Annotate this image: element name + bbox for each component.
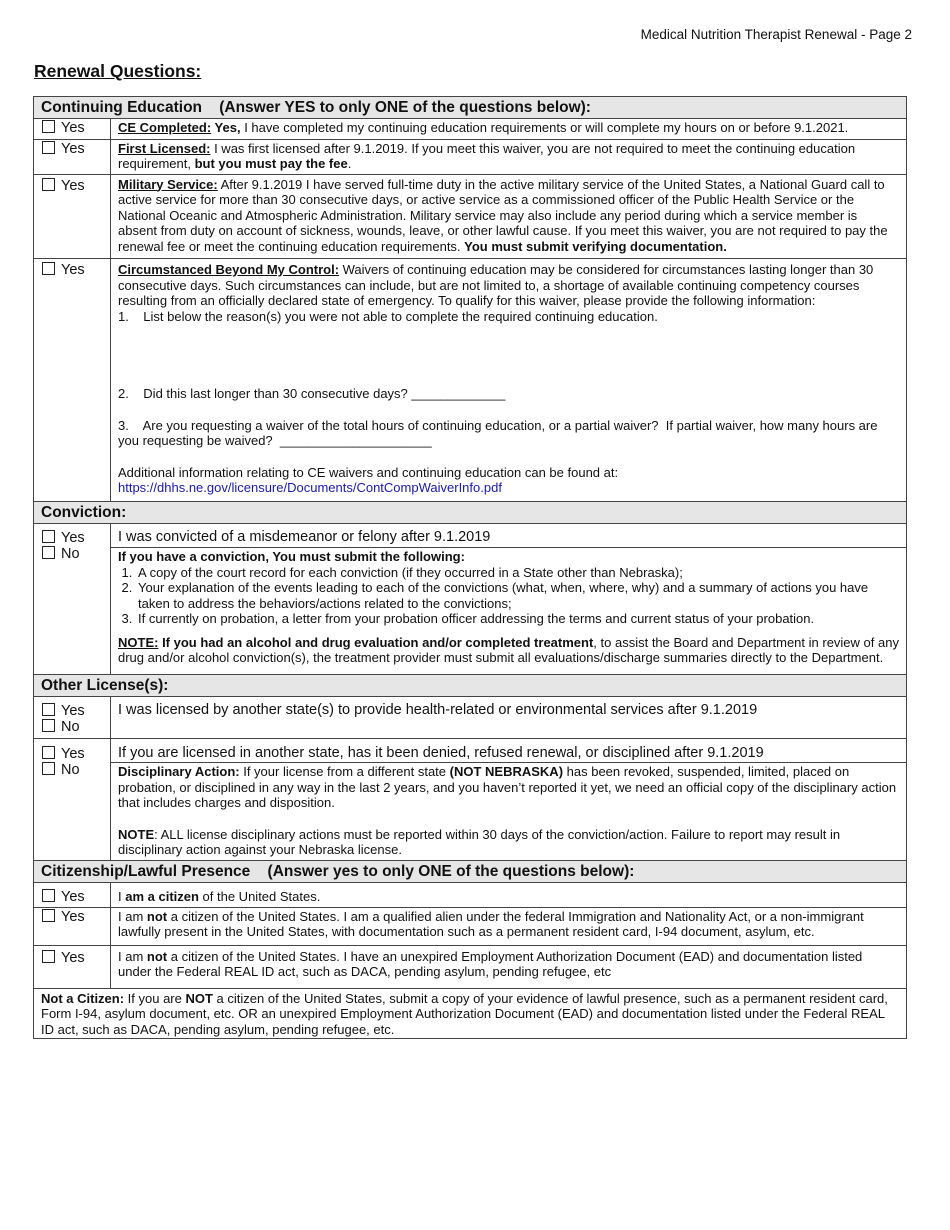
question-row xyxy=(34,738,907,763)
conviction-instructions xyxy=(111,548,907,675)
checkbox-label: Yes xyxy=(61,745,85,762)
section-heading: Other License(s): xyxy=(34,674,907,696)
question-row xyxy=(34,119,907,140)
disciplined-no-checkbox[interactable] xyxy=(42,762,55,775)
circumstance-question-2: 2. Did this last longer than 30 consecutive days? _____________ xyxy=(118,386,506,401)
page-header: Medical Nutrition Therapist Renewal - Page 2 xyxy=(640,27,912,42)
question-row xyxy=(34,696,907,738)
conviction-yes-checkbox[interactable] xyxy=(42,530,55,543)
first-licensed-yes-checkbox[interactable] xyxy=(42,141,55,154)
question-row xyxy=(34,139,907,174)
qualified-alien-yes-checkbox[interactable] xyxy=(42,909,55,922)
disciplined-yes-checkbox[interactable] xyxy=(42,746,55,759)
section-heading: Continuing Education (Answer YES to only ONE of the questions below): xyxy=(34,97,907,119)
question-row xyxy=(34,945,907,988)
ce-info-text: Additional information relating to CE waivers and continuing education can be found at: xyxy=(118,464,619,480)
question-row xyxy=(34,763,907,861)
question-row xyxy=(34,907,907,945)
checkbox-label: No xyxy=(61,719,80,735)
qualified-alien-question: I am not a citizen of the United States. I am a qualified alien under the federal Immigration and Nationality Act, or a non-immigrant lawfully present in the United States, with documentation such as a permanent resident card, I-94 document, asylum, etc. xyxy=(111,907,907,945)
question-row xyxy=(34,882,907,907)
military-service-yes-checkbox[interactable] xyxy=(42,178,55,191)
must-submit-heading: If you have a conviction, You must submit the following: xyxy=(118,549,465,564)
checkbox-label: No xyxy=(61,762,80,778)
other-state-question: I was licensed by another state(s) to provide health-related or environmental services after 9.1.2019 xyxy=(111,696,907,738)
disciplined-question: If you are licensed in another state, has it been denied, refused renewal, or disciplined after 9.1.2019 xyxy=(111,738,907,763)
question-row xyxy=(34,523,907,548)
checkbox-label: Yes xyxy=(61,702,85,719)
page-title: Renewal Questions: xyxy=(34,61,202,81)
citizen-yes-checkbox[interactable] xyxy=(42,889,55,902)
circumstance-question-3: 3. Are you requesting a waiver of the total hours of continuing education, or a partial waiver? If partial waiver, how many hours are you requesting be waived? _____________________ xyxy=(118,417,882,448)
not-a-citizen-text: Not a Citizen: If you are NOT a citizen of the United States, submit a copy of your evidence of lawful presence, such as a permanent resident card, Form I-94, asylum document, etc. OR an unexpired Employment Authorization Document (EAD) and documentation listed under the Federal REAL ID act, such as DACA, pending asylum, pending refugee, etc. xyxy=(34,988,907,1039)
section-heading: Conviction: xyxy=(34,501,907,523)
circumstance-text: Circumstanced Beyond My Control: Waivers of continuing education may be considered for circumstances lasting longer than 30 consecutive days. Such circumstances can include, but are not limited to, a shortage of available continuing competency courses resulting from an officially declared state of emergency. To qualify for this waiver, please provide the following information: 1. List below the reason(s) you were not able to complete the required continuing education. 2. Did this last longer than 30 consecutive days? _____________ 3. Are you requesting a waiver of the total hours of continuing education, or a partial waiver? If partial waiver, how many hours are you requesting be waived? _____________________ Additional information relating to CE waivers and continuing education can be found at: https://dhhs.ne.gov/licensure/Documents/ContCompWaiverInfo.pdf xyxy=(111,259,907,502)
ce-waiver-link[interactable]: https://dhhs.ne.gov/licensure/Documents/ContCompWaiverInfo.pdf xyxy=(118,480,502,495)
checkbox-label: Yes xyxy=(61,140,85,157)
ead-yes-checkbox[interactable] xyxy=(42,950,55,963)
checkbox-label: Yes xyxy=(61,529,85,546)
conviction-note: NOTE: If you had an alcohol and drug evaluation and/or completed treatment, to assist the Board and Department in review of any drug and/or alcohol conviction(s), the treatment provider must submit all evaluations/discharge summaries directly to the Department. xyxy=(118,634,899,665)
checkbox-label: Yes xyxy=(61,949,85,966)
section-heading: Citizenship/Lawful Presence (Answer yes to only ONE of the questions below): xyxy=(34,860,907,882)
question-row xyxy=(34,259,907,502)
conviction-question: I was convicted of a misdemeanor or felony after 9.1.2019 xyxy=(111,523,907,548)
circumstance-yes-checkbox[interactable] xyxy=(42,262,55,275)
first-licensed-text: First Licensed: I was first licensed after 9.1.2019. If you meet this waiver, you are not required to meet the continuing education requirement, but you must pay the fee. xyxy=(111,139,907,174)
checkbox-label: Yes xyxy=(61,177,85,194)
ead-question: I am not a citizen of the United States. I have an unexpired Employment Authorization Document (EAD) and documentation listed under the Federal REAL ID act, such as DACA, pending asylum, pending refugee, etc xyxy=(111,945,907,988)
military-service-text: Military Service: After 9.1.2019 I have served full-time duty in the active military service of the United States, a National Guard call to active service for more than 30 consecutive days, or active service as a commissioned officer of the Public Health Service or the National Oceanic and Atmospheric Administration. Military service may also include any period during which a service member is absent from duty on account of sickness, wounds, leave, or other lawful cause. If you meet this waiver, you are not required to pay the renewal fee or meet the continuing education requirements. You must submit verifying documentation. xyxy=(111,174,907,259)
ce-completed-text: CE Completed: Yes, I have completed my continuing education requirements or will complete my hours on or before 9.1.2021. xyxy=(111,119,907,140)
conviction-requirements-list xyxy=(118,565,899,627)
citizen-question: I am a citizen of the United States. xyxy=(111,882,907,907)
list-item: 1. A copy of the court record for each conviction (if they occurred in a State other than Nebraska); xyxy=(136,565,899,581)
conviction-no-checkbox[interactable] xyxy=(42,546,55,559)
disciplinary-action-text: Disciplinary Action: If your license from a different state (NOT NEBRASKA) has been revoked, suspended, limited, placed on probation, or disciplined in any way in the last 2 years, and you haven’t reported it yet, we need an official copy of the disciplinary action that includes charges and disposition. NOTE: ALL license disciplinary actions must be reported within 30 days of the conviction/action. Failure to report may result in disciplinary action against your Nebraska license. xyxy=(111,763,907,861)
section-other-licenses xyxy=(34,674,907,696)
other-state-yes-checkbox[interactable] xyxy=(42,703,55,716)
section-citizenship xyxy=(34,860,907,882)
section-conviction xyxy=(34,501,907,523)
checkbox-label: No xyxy=(61,546,80,562)
ce-completed-yes-checkbox[interactable] xyxy=(42,120,55,133)
question-row xyxy=(34,174,907,259)
section-continuing-education xyxy=(34,97,907,119)
renewal-questions-table xyxy=(33,96,907,1039)
reason-answer-space[interactable] xyxy=(118,324,899,386)
other-state-no-checkbox[interactable] xyxy=(42,719,55,732)
checkbox-label: Yes xyxy=(61,262,85,278)
disciplinary-note: NOTE: ALL license disciplinary actions must be reported within 30 days of the conviction/action. Failure to report may result in disciplinary action against your Nebraska license. xyxy=(118,826,841,857)
list-item: 2. Your explanation of the events leading to each of the convictions (what, when, where, why) and a summary of actions you have taken to address the behaviors/actions related to the convictions; xyxy=(136,580,899,611)
checkbox-label: Yes xyxy=(61,908,85,925)
question-row xyxy=(34,988,907,1039)
checkbox-label: Yes xyxy=(61,120,85,136)
list-item: 3. If currently on probation, a letter from your probation officer addressing the terms and current status of your probation. xyxy=(136,611,899,627)
circumstance-question-1: 1. List below the reason(s) you were not able to complete the required continuing education. xyxy=(118,308,658,324)
checkbox-label: Yes xyxy=(61,888,85,905)
question-row xyxy=(34,548,907,675)
